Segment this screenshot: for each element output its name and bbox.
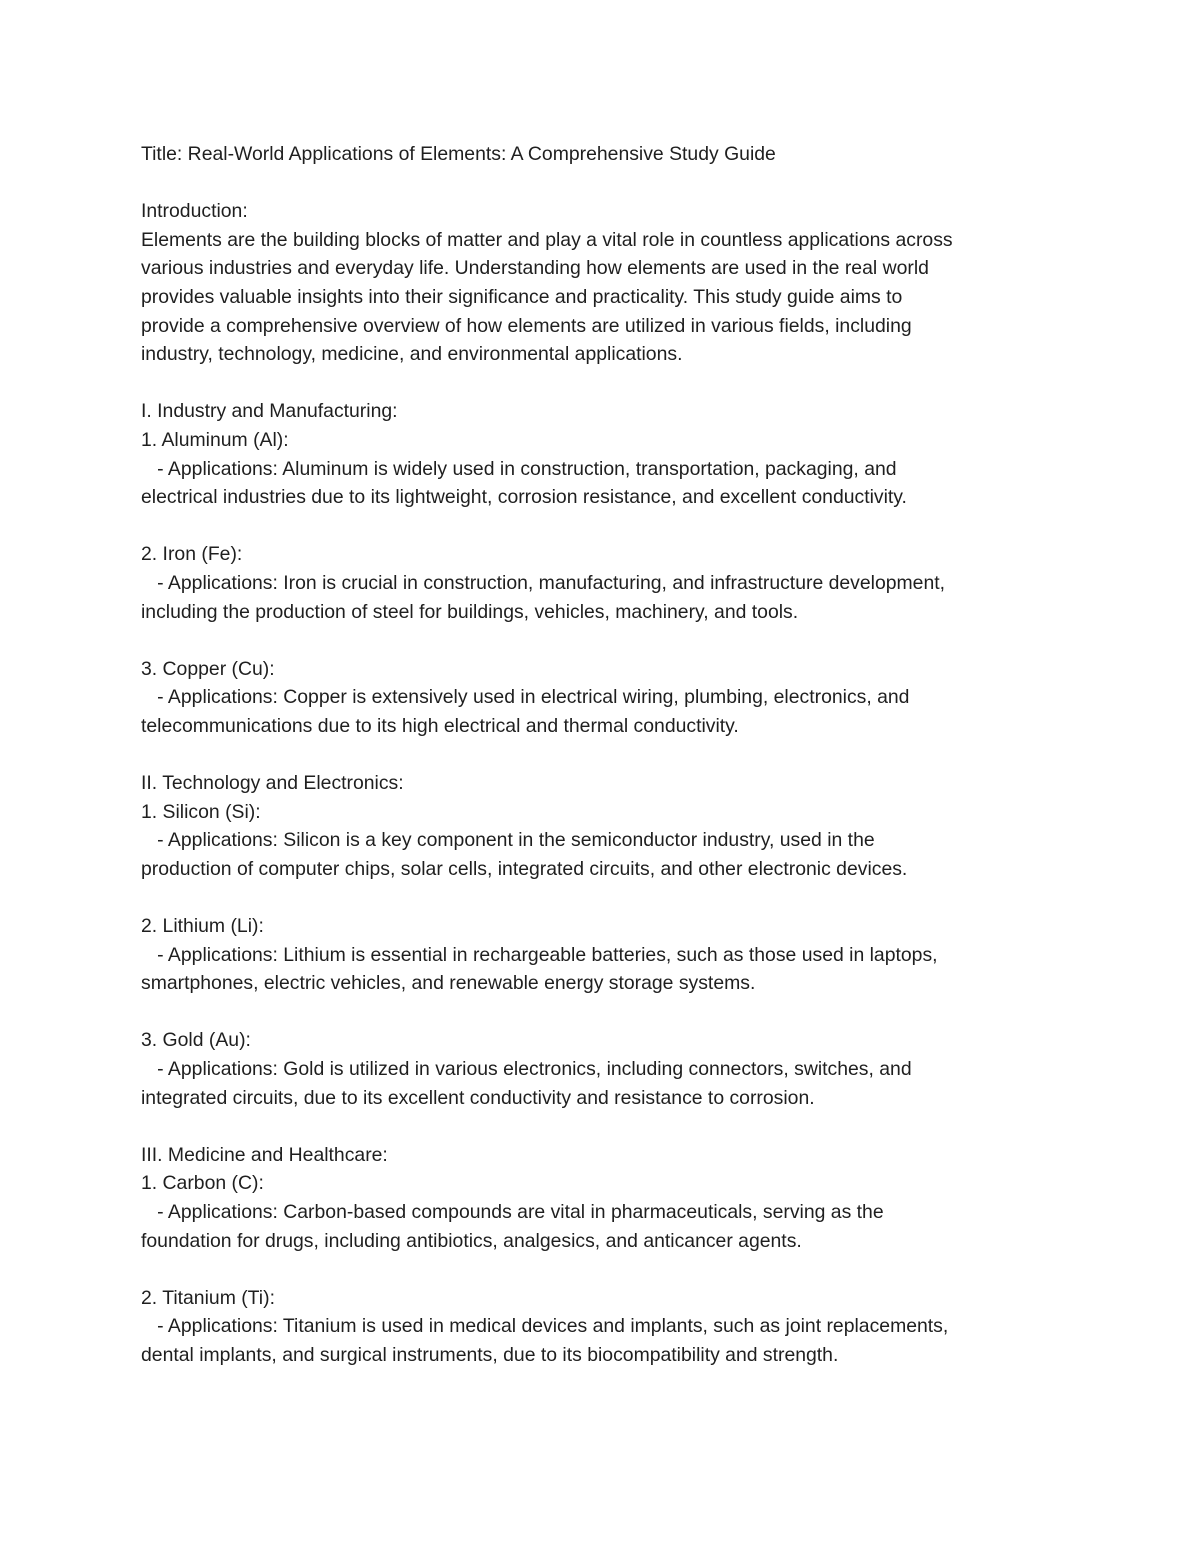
spacer	[141, 626, 1061, 655]
element-name-iron: 2. Iron (Fe):	[141, 543, 243, 566]
element-description: integrated circuits, due to its excellent conductivity and resistance to corrosion.	[141, 1086, 815, 1109]
element-description: - Applications: Lithium is essential in rechargeable batteries, such as those used in laptops,	[141, 943, 938, 966]
element-name-copper: 3. Copper (Cu):	[141, 657, 275, 680]
section-heading-technology: II. Technology and Electronics:	[141, 772, 404, 795]
element-description: - Applications: Carbon-based compounds are vital in pharmaceuticals, serving as the	[141, 1200, 884, 1223]
element-description: foundation for drugs, including antibiotics, analgesics, and anticancer agents.	[141, 1229, 802, 1252]
spacer	[141, 883, 1061, 912]
spacer	[141, 1112, 1061, 1141]
element-name-silicon: 1. Silicon (Si):	[141, 800, 261, 823]
spacer	[141, 369, 1061, 398]
element-description: including the production of steel for buildings, vehicles, machinery, and tools.	[141, 600, 799, 623]
element-description: - Applications: Gold is utilized in various electronics, including connectors, switches, and	[141, 1058, 912, 1080]
element-description: smartphones, electric vehicles, and renewable energy storage systems.	[141, 972, 756, 995]
element-description: - Applications: Silicon is a key component in the semiconductor industry, used in the	[141, 829, 875, 852]
element-description: - Applications: Titanium is used in medical devices and implants, such as joint replacements,	[141, 1315, 949, 1338]
element-description: electrical industries due to its lightweight, corrosion resistance, and excellent conductivity.	[141, 486, 907, 509]
document-body	[141, 140, 1061, 1370]
intro-line: provide a comprehensive overview of how elements are utilized in various fields, including	[141, 314, 912, 337]
element-name-gold: 3. Gold (Au):	[141, 1029, 251, 1052]
element-description: - Applications: Copper is extensively used in electrical wiring, plumbing, electronics, and	[141, 686, 910, 709]
intro-line: industry, technology, medicine, and environmental applications.	[141, 343, 683, 366]
element-name-aluminum: 1. Aluminum (Al):	[141, 428, 289, 451]
spacer	[141, 169, 1061, 198]
spacer	[141, 1255, 1061, 1284]
section-heading-medicine: III. Medicine and Healthcare:	[141, 1143, 388, 1166]
element-name-lithium: 2. Lithium (Li):	[141, 915, 264, 938]
intro-heading: Introduction:	[141, 200, 248, 223]
element-description: - Applications: Iron is crucial in construction, manufacturing, and infrastructure development,	[141, 571, 946, 594]
element-description: - Applications: Aluminum is widely used in construction, transportation, packaging, and	[141, 457, 897, 480]
section-heading-industry: I. Industry and Manufacturing:	[141, 400, 398, 423]
intro-line: various industries and everyday life. Understanding how elements are used in the real world	[141, 257, 929, 280]
spacer	[141, 740, 1061, 769]
spacer	[141, 998, 1061, 1027]
element-description: dental implants, and surgical instruments, due to its biocompatibility and strength.	[141, 1343, 839, 1366]
element-name-carbon: 1. Carbon (C):	[141, 1172, 264, 1195]
element-description: production of computer chips, solar cells, integrated circuits, and other electronic devices.	[141, 857, 908, 880]
document-title: Title: Real-World Applications of Elements: A Comprehensive Study Guide	[141, 143, 776, 165]
spacer	[141, 512, 1061, 541]
element-name-titanium: 2. Titanium (Ti):	[141, 1286, 275, 1309]
intro-line: Elements are the building blocks of matter and play a vital role in countless applications across	[141, 228, 953, 251]
element-description: telecommunications due to its high electrical and thermal conductivity.	[141, 714, 739, 737]
intro-line: provides valuable insights into their significance and practicality. This study guide aims to	[141, 285, 903, 308]
